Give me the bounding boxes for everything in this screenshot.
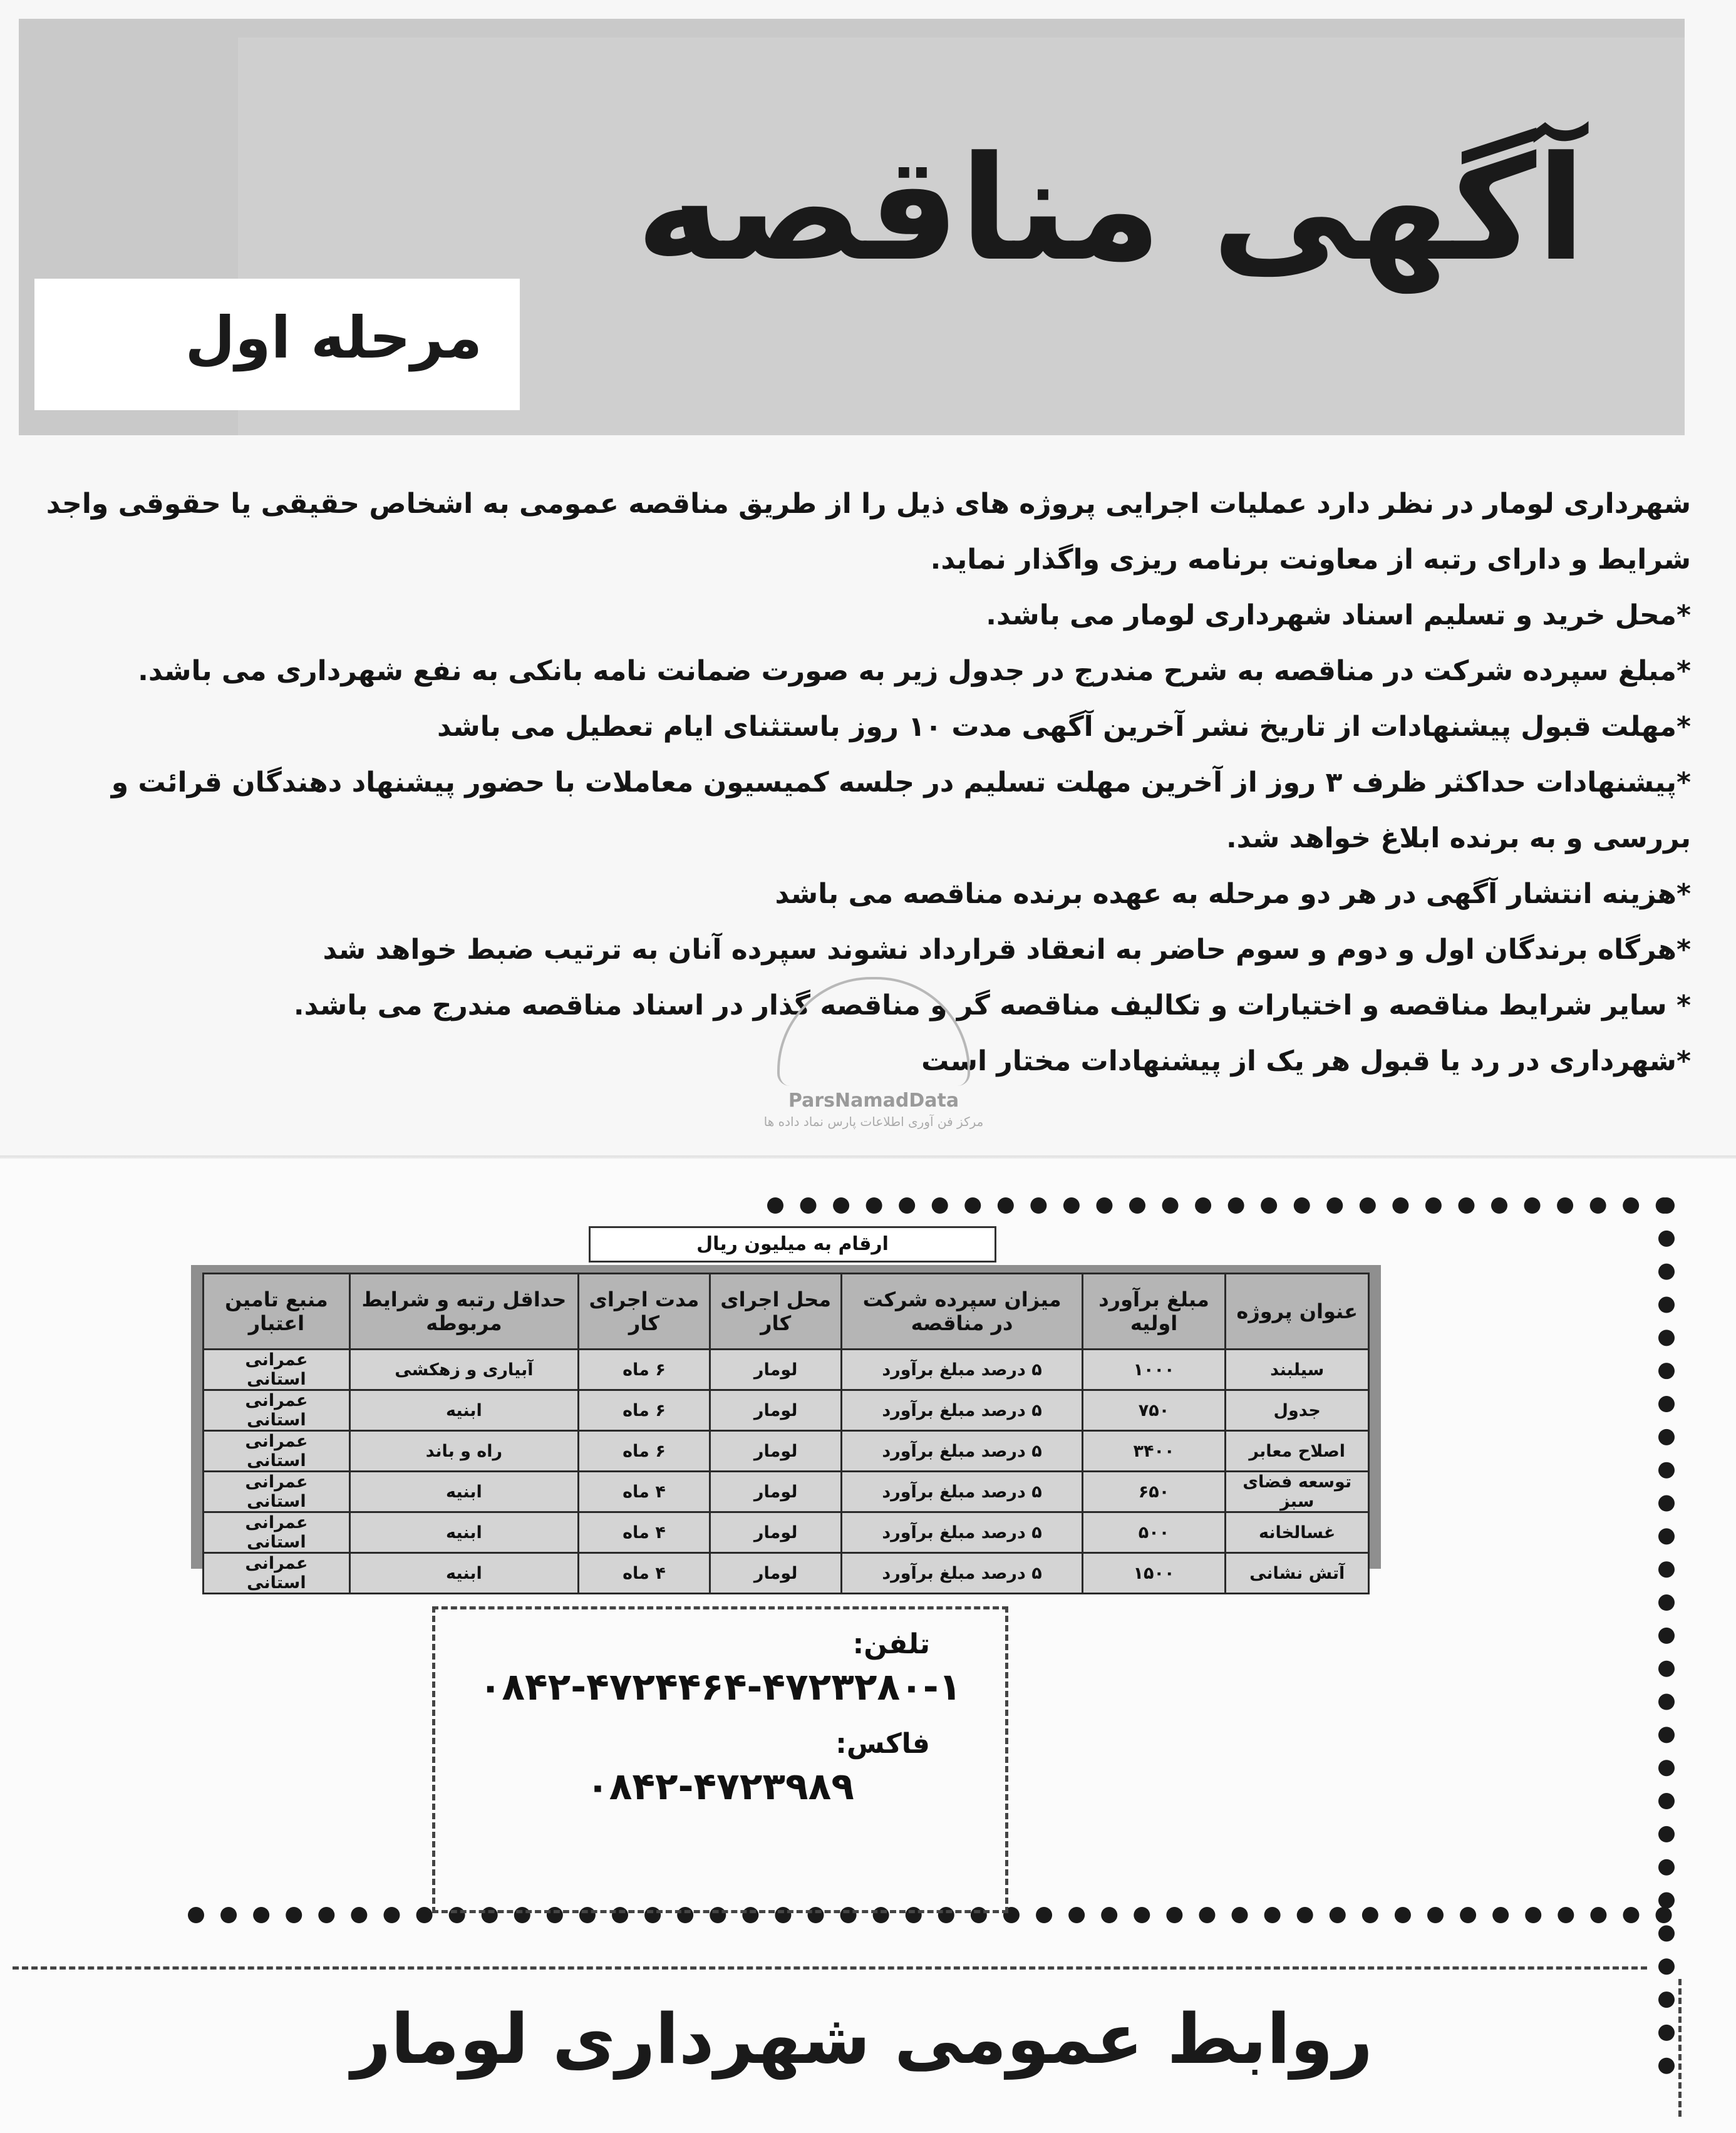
- contact-box: [432, 1606, 1008, 1913]
- table-cell: عمرانی استانی: [204, 1350, 350, 1390]
- table-cell: ۵ درصد مبلغ برآورد: [842, 1431, 1082, 1472]
- dashed-border-footer-right: [1678, 1979, 1682, 2117]
- table-cell: ۶ ماه: [579, 1390, 710, 1431]
- table-cell: ابنیه: [349, 1553, 578, 1594]
- table-cell: ابنیه: [349, 1472, 578, 1512]
- table-cell: ۵ درصد مبلغ برآورد: [842, 1472, 1082, 1512]
- table-cell: لومار: [710, 1390, 842, 1431]
- column-header: عنوان پروژه: [1226, 1274, 1369, 1350]
- table-cell: ۶ ماه: [579, 1431, 710, 1472]
- dashed-border-footer-top: [13, 1966, 1647, 1970]
- phone-number: ۰۸۴۲-۴۷۲۴۴۶۴-۴۷۲۳۲۸۰-۱: [478, 1665, 962, 1709]
- watermark: [748, 977, 999, 1165]
- table-cell: ابنیه: [349, 1512, 578, 1553]
- table-cell: ۵ درصد مبلغ برآورد: [842, 1390, 1082, 1431]
- fax-number: ۰۸۴۲-۴۷۲۳۹۸۹: [586, 1765, 854, 1809]
- notice-title: آگهی مناقصه: [636, 126, 1586, 293]
- unit-note: ارقام به میلیون ریال: [589, 1226, 996, 1263]
- condition-item: *مهلت قبول پیشنهادات از تاریخ نشر آخرین آگهی مدت ۱۰ روز باستثنای ایام تعطیل می باشد: [437, 711, 1691, 743]
- condition-item: *محل خرید و تسلیم اسناد شهرداری لومار می باشد.: [986, 599, 1691, 631]
- table-cell: ۶۵۰: [1082, 1472, 1226, 1512]
- projects-table: [202, 1273, 1370, 1594]
- table-cell: عمرانی استانی: [204, 1431, 350, 1472]
- table-cell: لومار: [710, 1553, 842, 1594]
- table-cell: ۳۴۰۰: [1082, 1431, 1226, 1472]
- projects-table-frame: [191, 1265, 1381, 1593]
- table-cell: سیلبند: [1226, 1350, 1369, 1390]
- table-cell: عمرانی استانی: [204, 1512, 350, 1553]
- table-cell: ۴ ماه: [579, 1472, 710, 1512]
- table-cell: آبیاری و زهکشی: [349, 1350, 578, 1390]
- table-cell: راه و باند: [349, 1431, 578, 1472]
- fax-label: فاکس:: [835, 1728, 930, 1760]
- table-cell: ۵۰۰: [1082, 1512, 1226, 1553]
- table-cell: ۱۵۰۰: [1082, 1553, 1226, 1594]
- table-cell: ۴ ماه: [579, 1512, 710, 1553]
- condition-item: *هزینه انتشار آگهی در هر دو مرحله به عهده برنده مناقصه می باشد: [775, 878, 1691, 910]
- table-cell: ۶ ماه: [579, 1350, 710, 1390]
- column-header: حداقل رتبه و شرایط مربوطه: [349, 1274, 578, 1350]
- phone-label: تلفن:: [852, 1628, 930, 1660]
- column-header: میزان سپرده شرکت در مناقصه: [842, 1274, 1082, 1350]
- dotted-border-top: [767, 1197, 1672, 1214]
- column-header: منبع تامین اعتبار: [204, 1274, 350, 1350]
- table-row: [204, 1512, 1369, 1553]
- table-cell: لومار: [710, 1472, 842, 1512]
- table-cell: عمرانی استانی: [204, 1553, 350, 1594]
- table-cell: ۱۰۰۰: [1082, 1350, 1226, 1390]
- table-cell: اصلاح معابر: [1226, 1431, 1369, 1472]
- table-cell: ۵ درصد مبلغ برآورد: [842, 1512, 1082, 1553]
- table-cell: ۵ درصد مبلغ برآورد: [842, 1553, 1082, 1594]
- condition-item: * سایر شرایط مناقصه و اختیارات و تکالیف مناقصه گر و مناقصه گذار در اسناد مناقصه مندرج می باشد.: [293, 989, 1691, 1021]
- table-cell: غسالخانه: [1226, 1512, 1369, 1553]
- condition-item: *شهرداری در رد یا قبول هر یک از پیشنهادات مختار است: [921, 1045, 1691, 1077]
- condition-item: *مبلغ سپرده شرکت در مناقصه به شرح مندرج در جدول زیر به صورت ضمانت نامه بانکی به نفع شهرداری می باشد.: [138, 655, 1691, 687]
- condition-item: *پیشنهادات حداکثر ظرف ۳ روز از آخرین مهلت تسلیم در جلسه کمیسیون معاملات با حضور پیشنهاد دهندگان قرائت و بررسی و به برنده ابلاغ خواهد شد.: [111, 767, 1691, 854]
- table-cell: ۷۵۰: [1082, 1390, 1226, 1431]
- table-row: [204, 1472, 1369, 1512]
- table-cell: ابنیه: [349, 1390, 578, 1431]
- watermark-logo-icon: [777, 977, 970, 1086]
- table-cell: عمرانی استانی: [204, 1390, 350, 1431]
- dotted-border-right: [1658, 1197, 1675, 2074]
- table-header-row: [204, 1274, 1369, 1350]
- watermark-caption: مرکز فن آوری اطلاعات پارس نماد داده ها: [763, 1114, 984, 1129]
- table-cell: ۵ درصد مبلغ برآورد: [842, 1350, 1082, 1390]
- watermark-brand: ParsNamadData: [788, 1090, 959, 1112]
- footer-signature: روابط عمومی شهرداری لومار: [351, 1999, 1373, 2079]
- column-header: مبلغ برآورد اولیه: [1082, 1274, 1226, 1350]
- stage-label: مرحله اول: [185, 304, 482, 371]
- table-row: [204, 1390, 1369, 1431]
- table-cell: آتش نشانی: [1226, 1553, 1369, 1594]
- table-row: [204, 1350, 1369, 1390]
- table-cell: لومار: [710, 1350, 842, 1390]
- table-cell: لومار: [710, 1512, 842, 1553]
- intro-paragraph: شهرداری لومار در نظر دارد عملیات اجرایی پروژه های ذیل را از طریق مناقصه عمومی به اشخاص حقیقی یا حقوقی واجد شرایط و دارای رتبه از معاونت برنامه ریزی واگذار نماید.: [46, 488, 1691, 576]
- column-header: مدت اجرای کار: [579, 1274, 710, 1350]
- table-row: [204, 1431, 1369, 1472]
- table-cell: جدول: [1226, 1390, 1369, 1431]
- table-cell: توسعه فضای سبز: [1226, 1472, 1369, 1512]
- column-header: محل اجرای کار: [710, 1274, 842, 1350]
- table-cell: عمرانی استانی: [204, 1472, 350, 1512]
- condition-item: *هرگاه برندگان اول و دوم و سوم حاضر به انعقاد قرارداد نشوند سپرده آنان به ترتیب ضبط خواهد شد: [323, 934, 1691, 966]
- stage-badge: [34, 279, 520, 410]
- table-cell: ۴ ماه: [579, 1553, 710, 1594]
- table-cell: لومار: [710, 1431, 842, 1472]
- table-row: [204, 1553, 1369, 1594]
